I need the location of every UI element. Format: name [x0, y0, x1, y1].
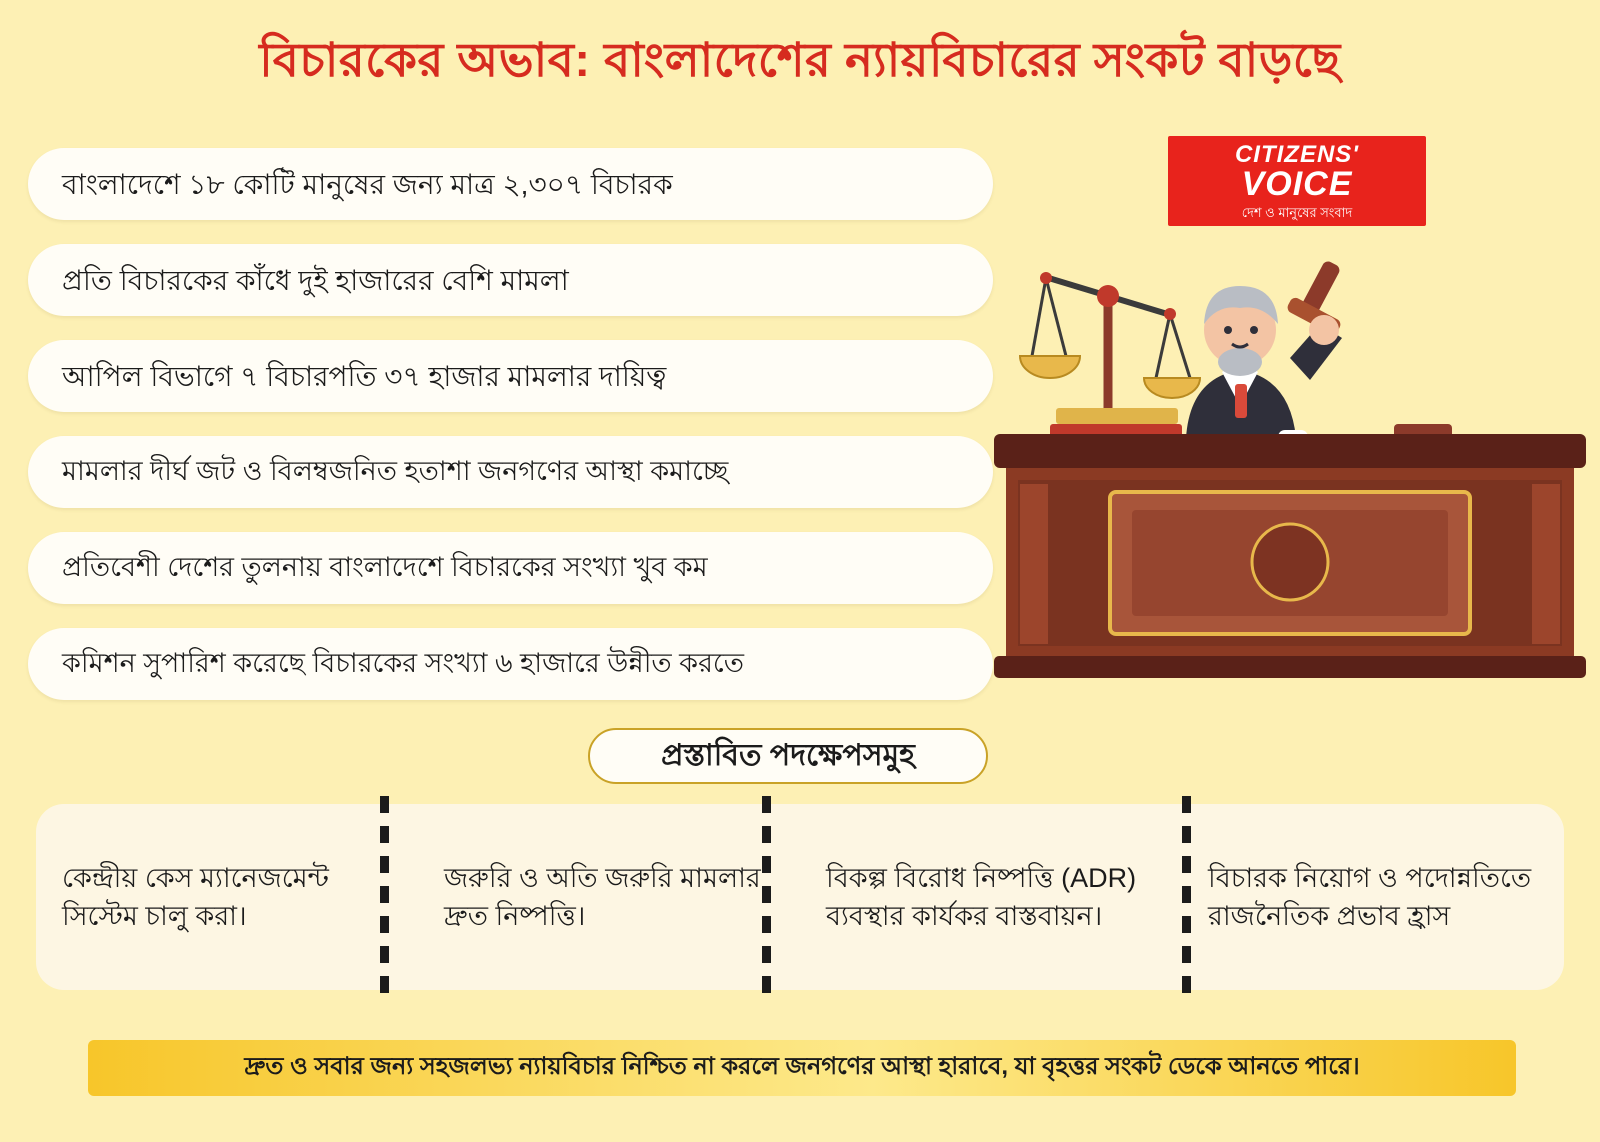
step-item: [800, 859, 1182, 936]
fact-text: প্রতি বিচারকের কাঁধে দুই হাজারের বেশি মামলা: [62, 264, 569, 296]
judge-bench-illustration: [990, 238, 1590, 708]
page-title: বিচারকের অভাব: বাংলাদেশের ন্যায়বিচারের সংকট বাড়ছে: [259, 33, 1341, 86]
logo-line-2: VOICE: [1241, 165, 1353, 204]
section-heading: [588, 728, 988, 784]
step-divider: [380, 796, 389, 996]
step-text: বিচারক নিয়োগ ও পদোন্নতিতে রাজনৈতিক প্রভাব হ্রাস: [1208, 862, 1532, 931]
fact-text: বাংলাদেশে ১৮ কোটি মানুষের জন্য মাত্র ২,৩০৭ বিচারক: [62, 168, 673, 200]
list-item: [28, 244, 993, 316]
step-text: জরুরি ও অতি জরুরি মামলার দ্রুত নিষ্পত্তি।: [444, 862, 761, 931]
step-text: বিকল্প বিরোধ নিষ্পত্তি (ADR) ব্যবস্থার কার্যকর বাস্তবায়ন।: [826, 862, 1137, 931]
fact-text: মামলার দীর্ঘ জট ও বিলম্বজনিত হতাশা জনগণের আস্থা কমাচ্ছে: [62, 456, 729, 487]
list-item: [28, 436, 993, 508]
footer-banner: [88, 1040, 1516, 1096]
footer-text: দ্রুত ও সবার জন্য সহজলভ্য ন্যায়বিচার নিশ্চিত না করলে জনগণের আস্থা হারাবে, যা বৃহত্তর সংকট ডেকে আনতে পারে।: [244, 1053, 1360, 1080]
step-item: [418, 859, 800, 936]
list-item: [28, 628, 993, 700]
logo-line-1: CITIZENS': [1234, 141, 1360, 169]
step-text: কেন্দ্রীয় কেস ম্যানেজমেন্ট সিস্টেম চালু করা।: [62, 862, 329, 931]
list-item: [28, 148, 993, 220]
steps-panel: [36, 804, 1564, 990]
facts-list: [28, 148, 993, 724]
logo-tagline: দেশ ও মানুষের সংবাদ: [1241, 204, 1353, 220]
step-item: [36, 859, 418, 936]
list-item: [28, 532, 993, 604]
judge-bench: [994, 434, 1586, 678]
brand-logo: [1168, 136, 1426, 226]
fact-text: কমিশন সুপারিশ করেছে বিচারকের সংখ্যা ৬ হাজারে উন্নীত করতে: [62, 648, 745, 679]
fact-text: আপিল বিভাগে ৭ বিচারপতি ৩৭ হাজার মামলার দায়িত্ব: [62, 360, 667, 392]
step-divider: [1182, 796, 1191, 996]
step-divider: [762, 796, 771, 996]
section-heading-label: প্রস্তাবিত পদক্ষেপসমুহ: [661, 738, 915, 772]
list-item: [28, 340, 993, 412]
fact-text: প্রতিবেশী দেশের তুলনায় বাংলাদেশে বিচারকের সংখ্যা খুব কম: [62, 552, 708, 583]
step-item: [1182, 859, 1564, 936]
